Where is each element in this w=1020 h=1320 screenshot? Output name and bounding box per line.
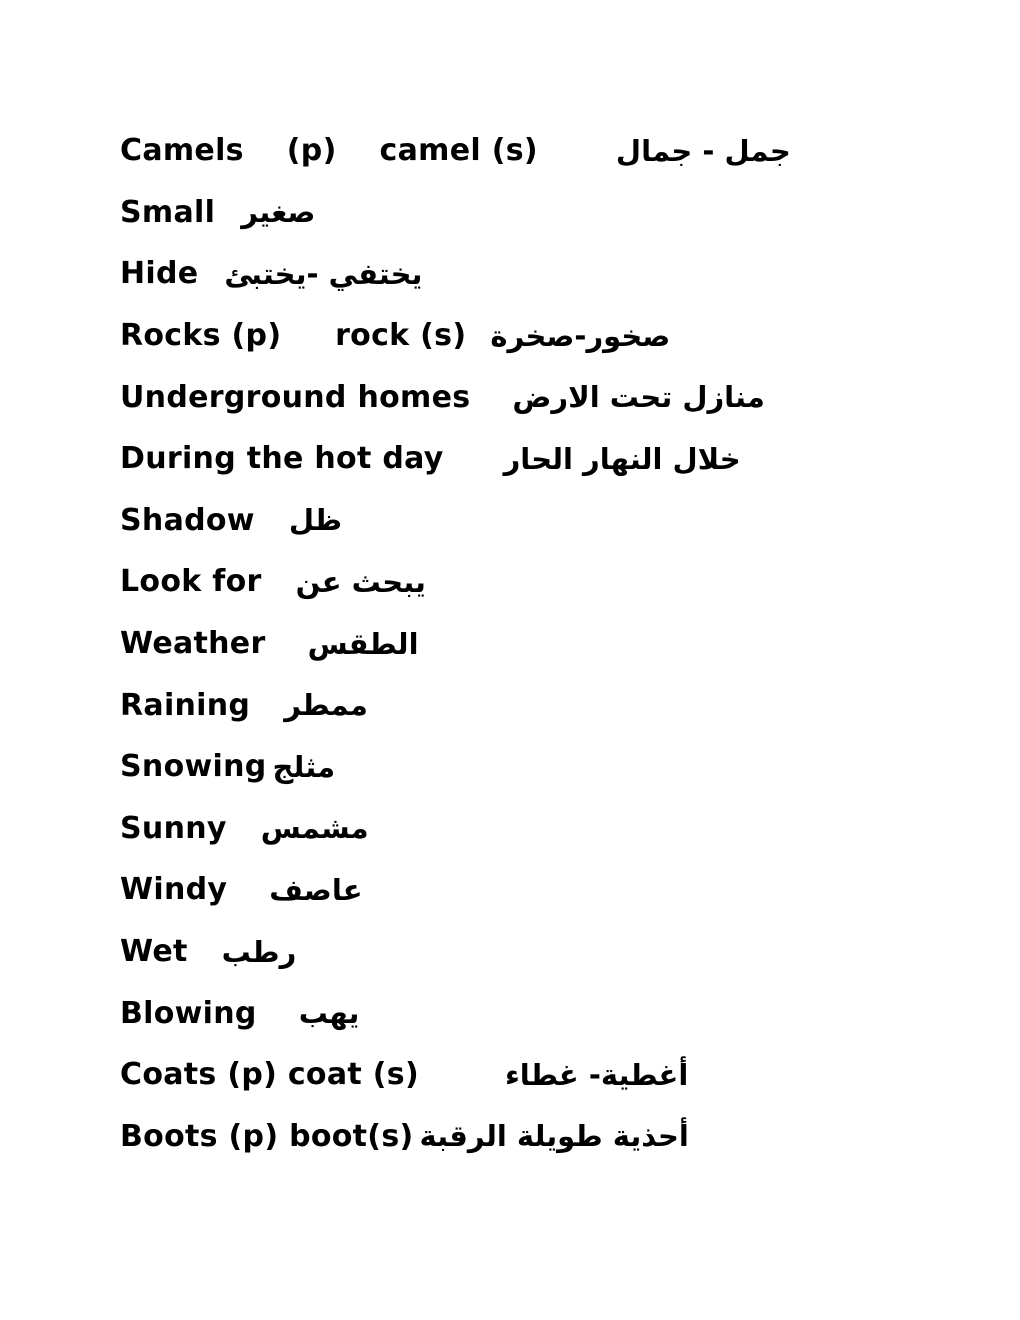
english-term: Rocks (p) rock (s) [120, 318, 467, 354]
english-term: Weather [120, 626, 266, 662]
vocab-entry [120, 120, 920, 182]
english-term: Shadow [120, 502, 255, 538]
english-term: Snowing [120, 749, 267, 785]
vocab-entry [120, 613, 920, 675]
english-term: Coats (p) coat (s) [120, 1057, 419, 1093]
arabic-translation: رطب [221, 934, 297, 969]
arabic-translation: الطقس [307, 626, 419, 661]
arabic-translation: يبحث عن [295, 564, 426, 599]
vocab-entry [120, 859, 920, 921]
arabic-translation: صغير [241, 195, 316, 230]
vocabulary-list [120, 120, 920, 1167]
english-term: During the hot day [120, 441, 444, 477]
arabic-translation: مشمس [260, 811, 369, 846]
vocab-entry [120, 551, 920, 613]
english-term: Sunny [120, 810, 227, 846]
english-term: Small [120, 194, 216, 230]
english-term: Camels (p) camel (s) [120, 133, 538, 169]
vocab-entry [120, 305, 920, 367]
arabic-translation: يهب [298, 996, 360, 1031]
arabic-translation: جمل - جمال [615, 133, 791, 168]
english-term: Boots (p) boot(s) [120, 1118, 414, 1154]
english-term: Underground homes [120, 379, 471, 415]
english-term: Windy [120, 872, 228, 908]
arabic-translation: صخور-صخرة [490, 318, 671, 353]
arabic-translation: ظل [288, 503, 343, 538]
english-term: Hide [120, 256, 199, 292]
english-term: Look for [120, 564, 262, 600]
vocab-entry [120, 428, 920, 490]
arabic-translation: منازل تحت الارض [512, 380, 765, 415]
vocab-entry [120, 674, 920, 736]
vocab-entry [120, 921, 920, 983]
vocab-entry [120, 490, 920, 552]
vocab-entry [120, 798, 920, 860]
english-term: Raining [120, 687, 251, 723]
arabic-translation: يختفي -يختبئ [224, 256, 423, 291]
vocab-entry [120, 366, 920, 428]
vocab-entry [120, 982, 920, 1044]
arabic-translation: خلال النهار الحار [503, 441, 741, 476]
arabic-translation: ممطر [284, 688, 368, 723]
vocab-entry [120, 1044, 920, 1106]
arabic-translation: عاصف [269, 872, 363, 907]
vocab-entry [120, 736, 920, 798]
vocab-entry [120, 1106, 920, 1168]
english-term: Blowing [120, 995, 257, 1031]
vocab-entry [120, 182, 920, 244]
arabic-translation: أغطية- غطاء [504, 1057, 689, 1092]
arabic-translation: مثلج [272, 749, 336, 784]
arabic-translation: أحذية طويلة الرقبة [419, 1119, 689, 1154]
english-term: Wet [120, 934, 188, 970]
vocab-entry [120, 243, 920, 305]
